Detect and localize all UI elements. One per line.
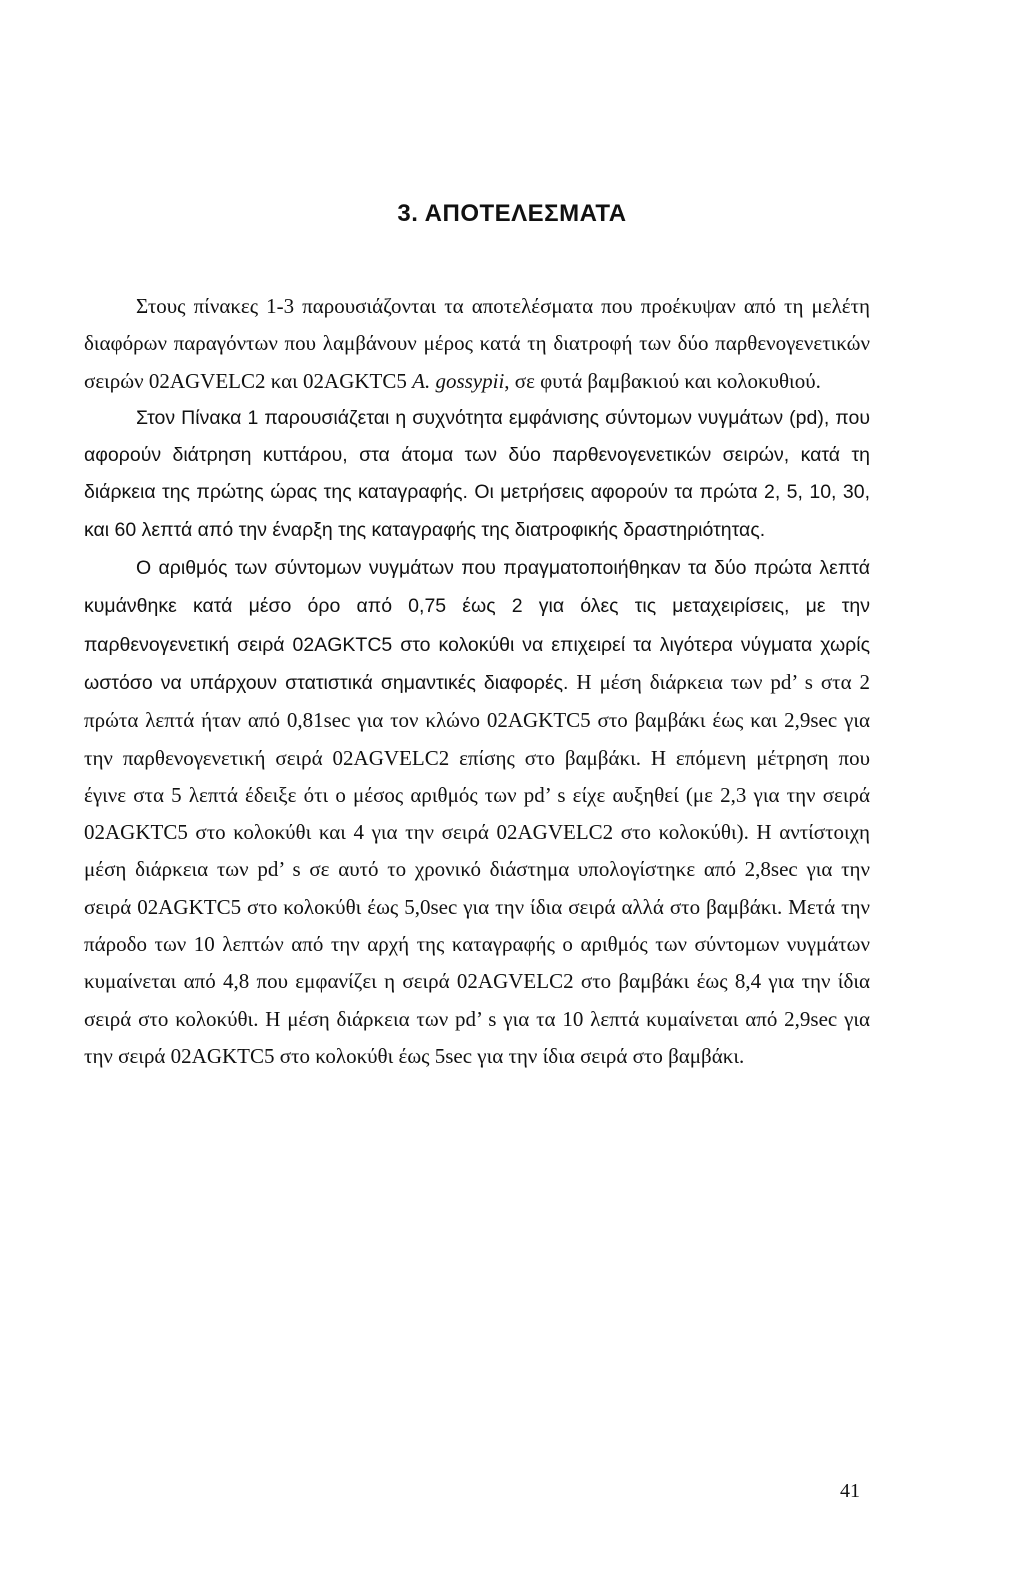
paragraph-results [84, 549, 870, 1075]
paragraph-results-part-a: Ο αριθμός των σύντομων νυγμάτων που πραγματοποιήθηκαν τα δύο πρώτα λεπτά κυμάνθηκε κατά μέσο όρο από 0,75 έως 2 για όλες τις μεταχειρίσεις, με την παρθενογενετική σειρά 02AGKTC5 στο κολοκύθι να επιχειρεί τα λιγότερα νύγματα χωρίς ωστόσο να υπάρχουν στατιστικά σημαντικές διαφορές. [84, 557, 870, 694]
paragraph-table-1: Στον Πίνακα 1 παρουσιάζεται η συχνότητα εμφάνισης σύντομων νυγμάτων (pd), που αφορούν διάτρηση κυττάρου, στα άτομα των δύο παρθενογενετικών σειρών, κατά τη διάρκεια της πρώτης ώρας της καταγραφής. Οι μετρήσεις αφορούν τα πρώτα 2, 5, 10, 30, και 60 λεπτά από την έναρξη της καταγραφής της διατροφικής δραστηριότητας. [84, 406, 870, 541]
paragraph-intro-tail: , σε φυτά βαμβακιού και κολοκυθιού. [504, 368, 821, 393]
section-heading: 3. ΑΠΟΤΕΛΕΣΜΑΤΑ [397, 200, 627, 227]
paragraph-intro-lead: Στους πίνακες 1-3 παρουσιάζονται τα αποτελέσματα που προέκυψαν από τη μελέτη διαφόρων παραγόντων που λαμβάνουν μέρος κατά τη διατροφή των δύο παρθενογενετικών σειρών 02AGVELC2 και 02AGKTC5 [84, 294, 870, 393]
page-number: 41 [840, 1480, 860, 1502]
paragraph-intro [84, 288, 870, 400]
body-text [84, 288, 870, 1075]
paragraph-results-part-b: Η μέση διάρκεια των pd’ s στα 2 πρώτα λεπτά ήταν από 0,81sec για τον κλώνο 02AGKTC5 στο βαμβάκι έως και 2,9sec για την παρθενογενετική σειρά 02AGVELC2 επίσης στο βαμβάκι. Η επόμενη μέτρηση που έγινε στα 5 λεπτά έδειξε ότι ο μέσος αριθμός των pd’ s είχε αυξηθεί (με 2,3 για την σειρά 02AGKTC5 στο κολοκύθι και 4 για την σειρά 02AGVELC2 στο κολοκύθι). Η αντίστοιχη μέση διάρκεια των pd’ s σε αυτό το χρονικό διάστημα υπολογίστηκε από 2,8sec για την σειρά 02AGKTC5 στο κολοκύθι έως 5,0sec για την ίδια σειρά αλλά στο βαμβάκι. Μετά την πάροδο των 10 λεπτών από την αρχή της καταγραφής ο αριθμός των σύντομων νυγμάτων κυμαίνεται από 4,8 που εμφανίζει η σειρά 02AGVELC2 στο βαμβάκι έως 8,4 για την ίδια σειρά στο κολοκύθι. Η μέση διάρκεια των pd’ s για τα 10 λεπτά κυμαίνεται από 2,9sec για την σειρά 02AGKTC5 στο κολοκύθι έως 5sec για την ίδια σειρά στο βαμβάκι. [84, 669, 871, 1068]
species-name: A. gossypii [412, 368, 505, 393]
